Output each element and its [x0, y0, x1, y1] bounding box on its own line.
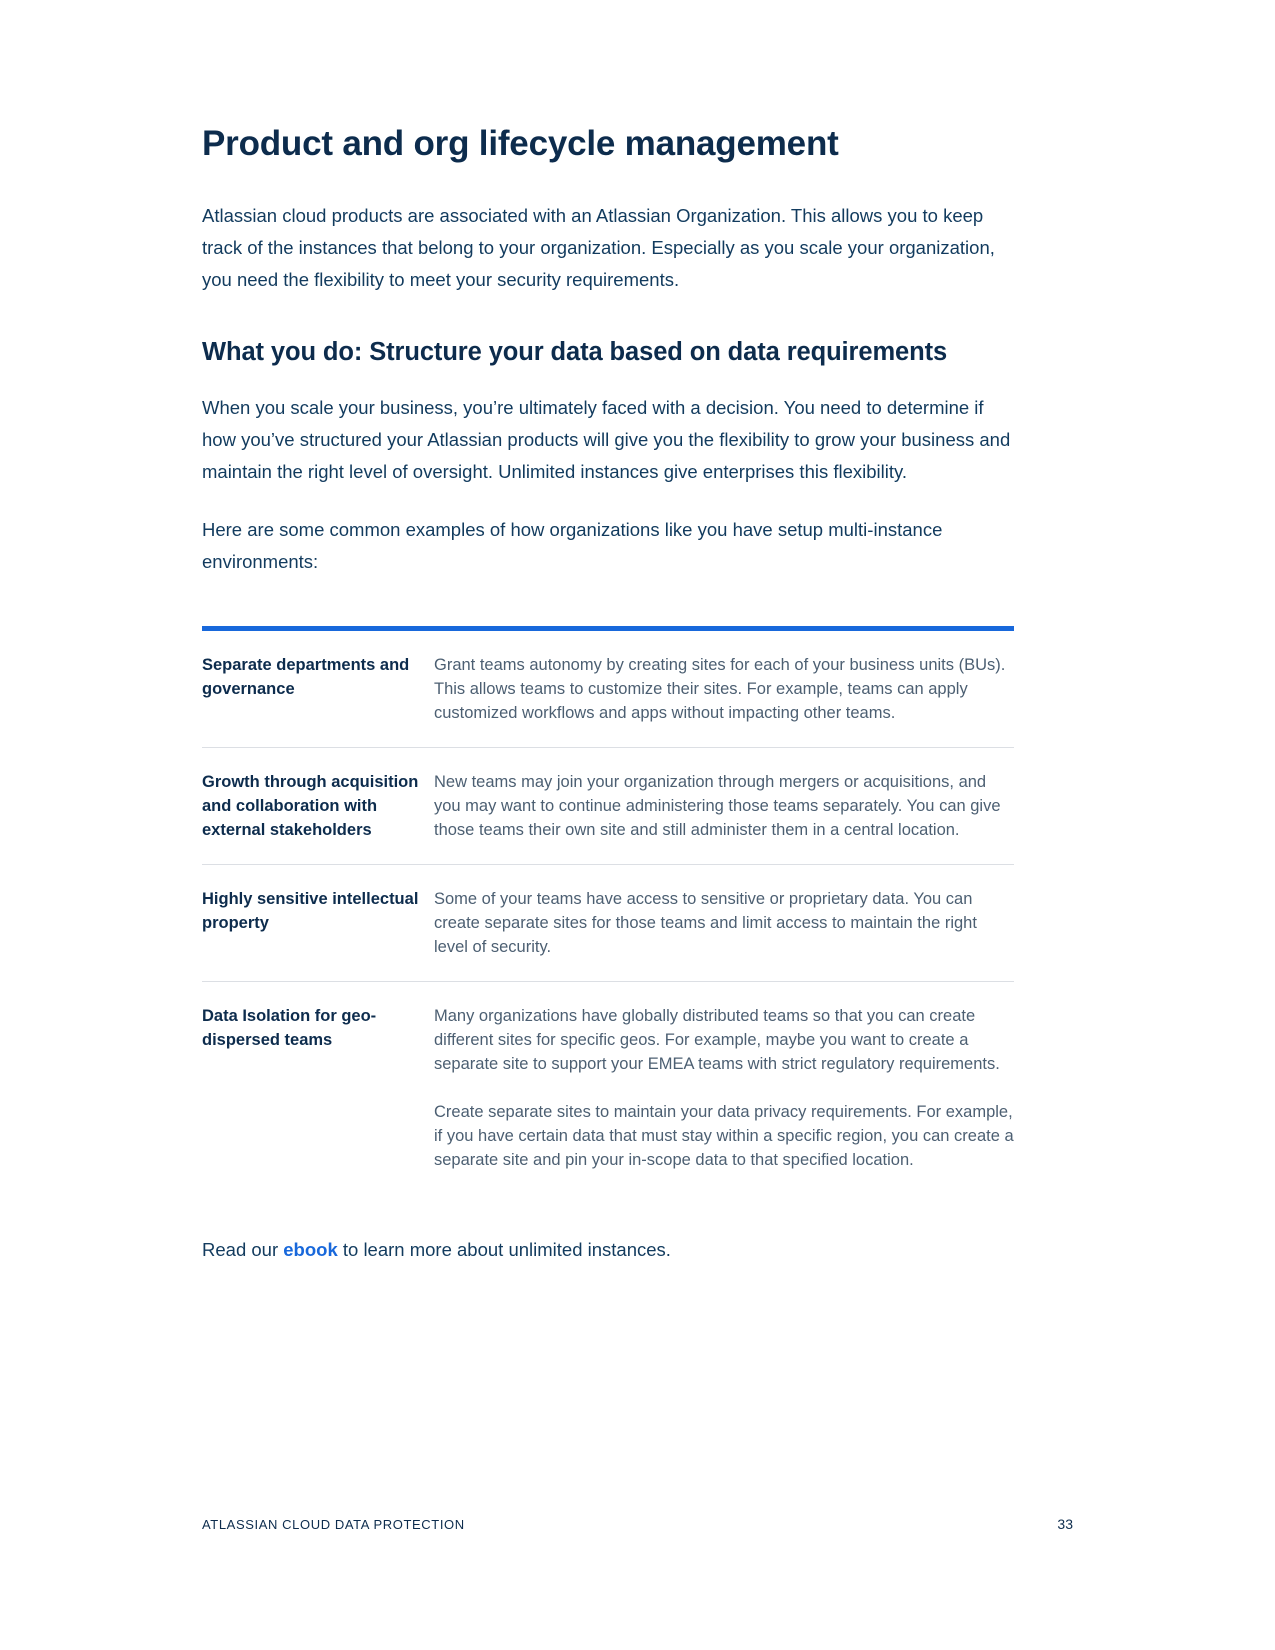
section-paragraph-2: Here are some common examples of how organizations like you have setup multi-instance environments: [202, 519, 943, 572]
page-title: Product and org lifecycle management [202, 124, 839, 163]
table-row-description-paragraph: New teams may join your organization through mergers or acquisitions, and you may want to continue administering those teams separately. You can give those teams their own site and still administer them in a central location. [434, 773, 1001, 839]
table-row-description [434, 748, 1014, 865]
table-row [202, 982, 1014, 1195]
section-heading: What you do: Structure your data based on data requirements [202, 338, 948, 366]
table-row-description-paragraph: Some of your teams have access to sensitive or proprietary data. You can create separate sites for those teams and limit access to maintain the right level of security. [434, 890, 977, 956]
intro-paragraph: Atlassian cloud products are associated with an Atlassian Organization. This allows you to keep track of the instances that belong to your organization. Especially as you scale your organization, you need the flexibility to meet your security requirements. [202, 205, 995, 290]
table-row [202, 748, 1014, 865]
read-more-prefix: Read our [202, 1239, 284, 1260]
read-more-line [202, 1234, 1014, 1266]
table-row-label: Growth through acquisition and collaboration with external stakeholders [202, 748, 434, 865]
examples-table [202, 626, 1014, 1194]
footer-label: ATLASSIAN CLOUD DATA PROTECTION [202, 1517, 465, 1532]
table-row-description [434, 631, 1014, 748]
table-row-description [434, 982, 1014, 1195]
table-row [202, 865, 1014, 982]
table-row-label: Data Isolation for geo-dispersed teams [202, 1007, 377, 1049]
table-row-description-paragraph: Create separate sites to maintain your data privacy requirements. For example, if you have certain data that must stay within a specific region, you can create a separate site and pin your in-scope data to that specified location. [434, 1103, 1014, 1169]
table-row-label: Highly sensitive intellectual property [202, 865, 434, 982]
ebook-link[interactable]: ebook [283, 1239, 338, 1260]
table-row-label: Separate departments and governance [202, 631, 434, 748]
read-more-suffix: to learn more about unlimited instances. [337, 1239, 671, 1260]
table-row [202, 631, 1014, 748]
section-paragraph-1: When you scale your business, you’re ultimately faced with a decision. You need to determine if how you’ve structured your Atlassian products will give you the flexibility to grow your business and maintain the right level of oversight. Unlimited instances give enterprises this flexibility. [202, 397, 1011, 482]
table-row-description-paragraph: Grant teams autonomy by creating sites for each of your business units (BUs). This allows teams to customize their sites. For example, teams can apply customized workflows and apps without impacting other teams. [434, 656, 1006, 722]
table-row-description [434, 865, 1014, 982]
footer-page-number: 33 [1057, 1516, 1073, 1532]
page-footer [202, 1516, 1073, 1532]
page-content [202, 122, 1014, 1285]
table-row-description-paragraph: Many organizations have globally distributed teams so that you can create different sites for specific geos. For example, maybe you want to create a separate site to support your EMEA teams with strict regulatory requirements. [434, 1007, 1000, 1073]
